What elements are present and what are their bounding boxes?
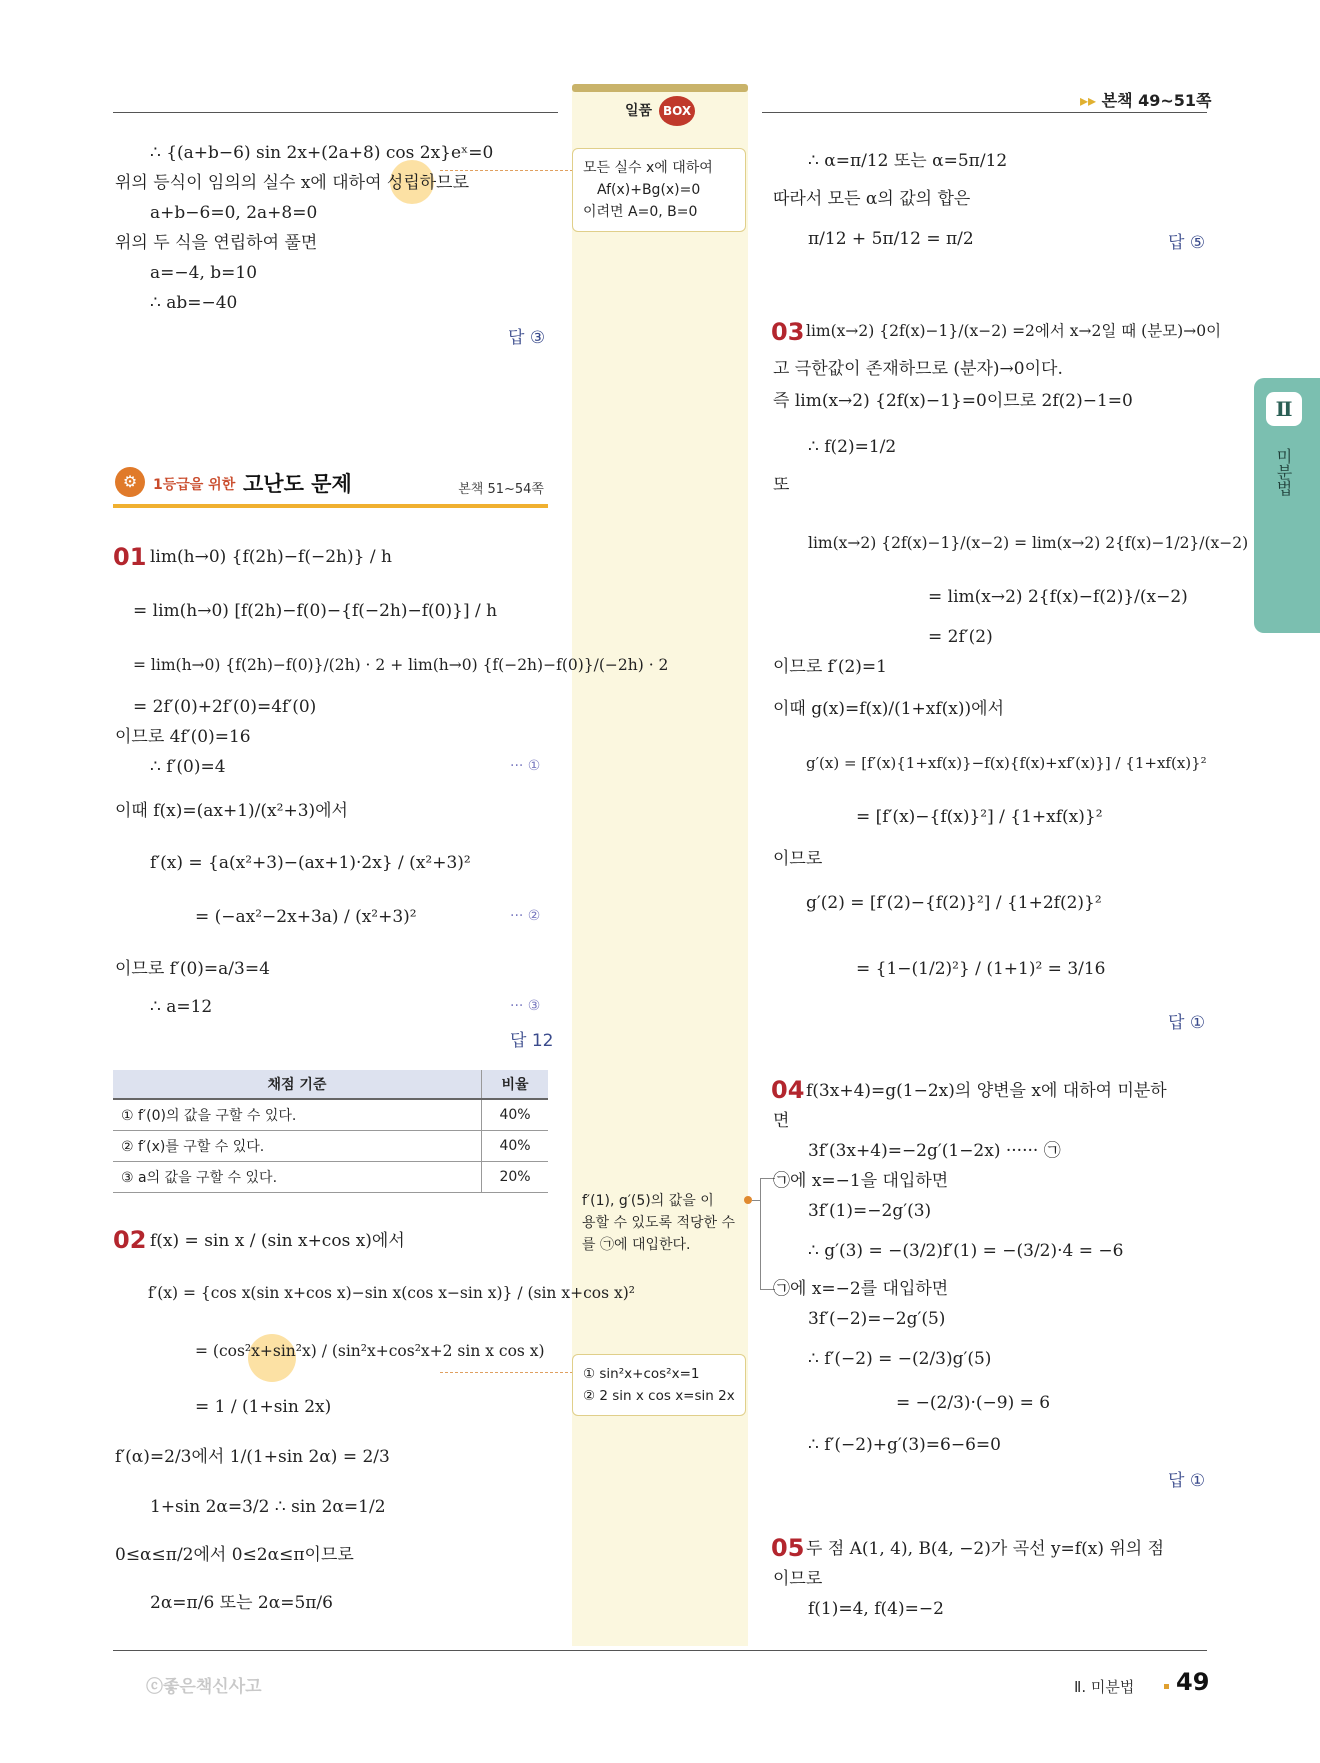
- q03-line: 이므로 f′(2)=1: [773, 657, 887, 677]
- q02-line: f′(x) = {cos x(sin x+cos x)−sin x(cos x−sin x)} / (sin x+cos x)²: [148, 1284, 635, 1302]
- page-ref-text: 본책 49~51쪽: [1101, 91, 1212, 110]
- q02-line: = 1 / (1+sin 2x): [195, 1397, 332, 1417]
- q02-line: f′(α)=2/3에서 1/(1+sin 2α) = 2/3: [115, 1447, 390, 1467]
- note-line: 를 ㉠에 대입한다.: [582, 1237, 691, 1253]
- answer-mark: 답 ①: [1168, 1471, 1206, 1491]
- intro-line: a=−4, b=10: [150, 263, 258, 283]
- note-line: ② 2 sin x cos x=sin 2x: [583, 1388, 735, 1404]
- section-ref: 본책 51~54쪽: [458, 482, 544, 497]
- q03-line: 고 극한값이 존재하므로 (분자)→0이다.: [773, 359, 1063, 379]
- step-mark: ··· ②: [510, 908, 541, 924]
- q03-line: 또: [773, 475, 790, 495]
- q03-line: = {1−(1/2)²} / (1+1)² = 3/16: [856, 959, 1106, 979]
- section-heading: [113, 464, 548, 508]
- table-row: [113, 1099, 548, 1131]
- right-top-line: ∴ α=π/12 또는 α=5π/12: [808, 151, 1008, 171]
- q01-line: ∴ a=12: [150, 997, 213, 1017]
- q03-line: lim(x→2) {2f(x)−1}/(x−2) =2에서 x→2일 때 (분모)→0이: [806, 322, 1222, 340]
- box-label: [625, 96, 695, 126]
- q02-line: 2α=π/6 또는 2α=5π/6: [150, 1593, 333, 1613]
- step-mark: ··· ③: [510, 998, 541, 1014]
- note-line: f′(1), g′(5)의 값을 이: [582, 1193, 714, 1209]
- right-top-line: π/12 + 5π/12 = π/2: [808, 229, 974, 249]
- step-mark: ··· ①: [510, 758, 541, 774]
- table-cell: 40%: [482, 1131, 549, 1162]
- q01-line: 이때 f(x)=(ax+1)/(x²+3)에서: [115, 801, 348, 821]
- table-row: [113, 1131, 548, 1162]
- box-label-text: 일품: [625, 103, 653, 119]
- section-title: 고난도 문제: [243, 472, 352, 496]
- chapter-label: Ⅱ. 미분법: [1074, 1678, 1135, 1696]
- note-bullet: [744, 1196, 752, 1204]
- q03-line: = 2f′(2): [928, 627, 993, 647]
- intro-line: ∴ ab=−40: [150, 293, 238, 313]
- q02-line: 0≤α≤π/2에서 0≤2α≤π이므로: [115, 1545, 354, 1565]
- table-cell: ① f′(0)의 값을 구할 수 있다.: [113, 1099, 482, 1131]
- q04-line: ㉠에 x=−1을 대입하면: [773, 1171, 949, 1191]
- footer-rule: [113, 1650, 1207, 1651]
- q01-line: = lim(h→0) [f(2h)−f(0)−{f(−2h)−f(0)}] / h: [133, 601, 498, 621]
- note-line: 모든 실수 x에 대하여: [583, 160, 713, 176]
- q04-line: = −(2/3)·(−9) = 6: [896, 1393, 1051, 1413]
- note-line: 용할 수 있도록 적당한 수: [582, 1215, 736, 1231]
- center-note: [572, 148, 746, 232]
- footer-dot: [1164, 1684, 1169, 1689]
- q01-line: = lim(h→0) {f(2h)−f(0)}/(2h) · 2 + lim(h→0) {f(−2h)−f(0)}/(−2h) · 2: [133, 656, 669, 674]
- q01-line: ∴ f′(0)=4: [150, 757, 226, 777]
- q02-line: = (cos²x+sin²x) / (sin²x+cos²x+2 sin x cos x): [195, 1342, 545, 1360]
- q02-line: f(x) = sin x / (sin x+cos x)에서: [150, 1231, 405, 1251]
- answer-mark: 답 12: [510, 1031, 554, 1051]
- strip-top-bar: [572, 84, 748, 92]
- section-title-small: 1등급을 위한: [153, 477, 236, 493]
- q03-line: 이때 g(x)=f(x)/(1+xf(x))에서: [773, 699, 1004, 719]
- table-cell: ② f′(x)를 구할 수 있다.: [113, 1131, 482, 1162]
- side-tab: [1254, 378, 1320, 633]
- q01-line: = 2f′(0)+2f′(0)=4f′(0): [133, 697, 317, 717]
- answer-mark: 답 ①: [1168, 1013, 1206, 1033]
- q03-line: 이므로: [773, 849, 823, 869]
- note-line: ① sin²x+cos²x=1: [583, 1366, 700, 1382]
- q03-line: g′(2) = [f′(2)−{f(2)}²] / {1+2f(2)}²: [806, 893, 1102, 913]
- grading-table: [113, 1070, 548, 1193]
- q04-line: ∴ f′(−2) = −(2/3)g′(5): [808, 1349, 992, 1369]
- q04-line: 3f′(1)=−2g′(3): [808, 1201, 932, 1221]
- q04-line: 3f′(−2)=−2g′(5): [808, 1309, 946, 1329]
- table-cell: ③ a의 값을 구할 수 있다.: [113, 1162, 482, 1193]
- q04-line: ㉠에 x=−2를 대입하면: [773, 1279, 949, 1299]
- q04-line: 3f′(3x+4)=−2g′(1−2x) ······ ㉠: [808, 1141, 1061, 1161]
- q05-line: 두 점 A(1, 4), B(4, −2)가 곡선 y=f(x) 위의 점: [806, 1539, 1165, 1559]
- note-line: Af(x)+Bg(x)=0: [597, 182, 701, 198]
- q03-line: = lim(x→2) 2{f(x)−f(2)}/(x−2): [928, 587, 1188, 607]
- question-number: 02: [113, 1226, 147, 1254]
- bracket-link: [752, 1200, 760, 1201]
- box-badge: BOX: [659, 96, 695, 126]
- q04-line: ∴ f′(−2)+g′(3)=6−6=0: [808, 1435, 1001, 1455]
- q03-line: = [f′(x)−{f(x)}²] / {1+xf(x)}²: [856, 807, 1103, 827]
- note-line: 이려면 A=0, B=0: [583, 204, 698, 220]
- header-rule-left: [113, 112, 558, 113]
- q01-line: lim(h→0) {f(2h)−f(−2h)} / h: [150, 547, 392, 567]
- center-note: [582, 1190, 742, 1256]
- page-number: 49: [1176, 1668, 1210, 1696]
- header-rule-right: [762, 112, 1207, 113]
- q03-line: 즉 lim(x→2) {2f(x)−1}=0이므로 2f(2)−1=0: [773, 391, 1133, 411]
- q05-line: f(1)=4, f(4)=−2: [808, 1599, 944, 1619]
- q05-line: 이므로: [773, 1569, 823, 1589]
- table-row: [113, 1162, 548, 1193]
- q02-line: 1+sin 2α=3/2 ∴ sin 2α=1/2: [150, 1497, 386, 1517]
- center-note: [572, 1354, 746, 1416]
- q01-line: = (−ax²−2x+3a) / (x²+3)²: [195, 907, 417, 927]
- question-number: 01: [113, 543, 147, 571]
- table-header: 비율: [482, 1070, 549, 1099]
- intro-line: ∴ {(a+b−6) sin 2x+(2a+8) cos 2x}eˣ=0: [150, 143, 494, 163]
- answer-mark: 답 ③: [508, 328, 546, 348]
- q04-line: f(3x+4)=g(1−2x)의 양변을 x에 대하여 미분하: [806, 1081, 1167, 1101]
- q04-line: ∴ g′(3) = −(3/2)f′(1) = −(3/2)·4 = −6: [808, 1241, 1124, 1261]
- answer-mark: 답 ⑤: [1168, 233, 1206, 253]
- question-number: 03: [771, 318, 805, 346]
- table-header: 채점 기준: [113, 1070, 482, 1099]
- arrow-icon: ▸▸: [1080, 91, 1097, 110]
- intro-line: a+b−6=0, 2a+8=0: [150, 203, 318, 223]
- side-tab-label: 미분법: [1274, 448, 1293, 496]
- bracket-line: [760, 1178, 775, 1290]
- side-tab-roman: Ⅱ: [1266, 392, 1302, 426]
- table-cell: 40%: [482, 1099, 549, 1131]
- q01-line: 이므로 4f′(0)=16: [115, 727, 251, 747]
- q01-line: 이므로 f′(0)=a/3=4: [115, 959, 270, 979]
- table-cell: 20%: [482, 1162, 549, 1193]
- connector-line: [440, 170, 573, 171]
- intro-line: 위의 등식이 임의의 실수 x에 대하여 성립하므로: [115, 173, 470, 193]
- page-ref: [1080, 88, 1212, 111]
- q03-line: lim(x→2) {2f(x)−1}/(x−2) = lim(x→2) 2{f(x)−1/2}/(x−2): [808, 534, 1249, 552]
- q01-line: f′(x) = {a(x²+3)−(ax+1)·2x} / (x²+3)²: [150, 853, 471, 873]
- gear-icon: ⚙: [115, 467, 145, 497]
- connector-line: [440, 1372, 573, 1373]
- q03-line: g′(x) = [f′(x){1+xf(x)}−f(x){f(x)+xf′(x)}] / {1+xf(x)}²: [806, 754, 1207, 772]
- question-number: 04: [771, 1076, 805, 1104]
- right-top-line: 따라서 모든 α의 값의 합은: [773, 189, 971, 209]
- intro-line: 위의 두 식을 연립하여 풀면: [115, 233, 318, 253]
- q03-line: ∴ f(2)=1/2: [808, 437, 897, 457]
- publisher-logo: ⓒ좋은책신사고: [146, 1677, 262, 1697]
- q04-line: 면: [773, 1111, 790, 1131]
- question-number: 05: [771, 1534, 805, 1562]
